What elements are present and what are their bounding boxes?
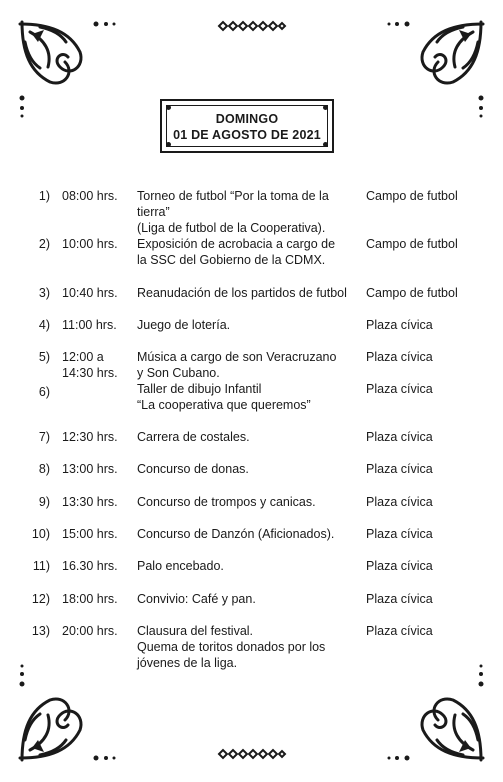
activity-line: Palo encebado.: [137, 559, 224, 573]
item-number: 10): [31, 527, 50, 541]
item-place: Campo de futbol: [366, 237, 458, 251]
day-label: DOMINGO: [215, 112, 279, 126]
item-time: 11:00 hrs.: [62, 318, 117, 332]
date-header-box: [160, 99, 334, 153]
item-activity: [137, 236, 362, 268]
activity-line: Convivio: Café y pan.: [137, 592, 256, 606]
item-activity: [137, 317, 362, 333]
activity-line: Concurso de trompos y canicas.: [137, 495, 316, 509]
activity-line: y Son Cubano.: [137, 366, 220, 380]
item-place: Plaza cívica: [366, 318, 433, 332]
item-place: Plaza cívica: [366, 430, 433, 444]
item-activity: [137, 494, 362, 510]
item-place: Plaza cívica: [366, 382, 433, 396]
item-number: 1): [38, 189, 50, 203]
item-time: 12:30 hrs.: [62, 430, 118, 444]
activity-line: Taller de dibujo Infantil: [137, 382, 262, 396]
item-activity: [137, 591, 362, 607]
item-place: Campo de futbol: [366, 189, 458, 203]
item-time: 18:00 hrs.: [62, 592, 118, 606]
activity-line: Torneo de futbol “Por la toma de la tierra”: [137, 189, 329, 219]
item-activity: [137, 188, 362, 236]
activity-line: Exposición de acrobacia a cargo de: [137, 237, 336, 251]
item-number: 12): [31, 592, 50, 606]
item-number: 4): [38, 318, 50, 332]
item-time: 16.30 hrs.: [62, 559, 118, 573]
item-number: 6): [38, 385, 50, 399]
activity-line: Concurso de donas.: [137, 462, 249, 476]
activity-line: jóvenes de la liga.: [137, 656, 238, 670]
item-activity: [137, 623, 362, 671]
item-place: Plaza cívica: [366, 350, 433, 364]
activity-line: la SSC del Gobierno de la CDMX.: [137, 253, 326, 267]
item-place: Plaza cívica: [366, 624, 433, 638]
item-number: 11): [32, 559, 50, 573]
item-number: 8): [38, 462, 50, 476]
item-time: 10:40 hrs.: [62, 286, 118, 300]
item-number: 2): [38, 237, 50, 251]
item-time: 10:00 hrs.: [62, 237, 118, 251]
item-number: 5): [38, 350, 50, 364]
item-place: Plaza cívica: [366, 592, 433, 606]
item-activity: [137, 461, 362, 477]
item-activity: [137, 558, 362, 574]
activity-line: “La cooperativa que queremos”: [137, 398, 311, 412]
item-time: 13:30 hrs.: [62, 495, 118, 509]
date-label: 01 DE AGOSTO DE 2021: [173, 128, 321, 142]
activity-line: (Liga de futbol de la Cooperativa).: [137, 221, 326, 235]
item-activity: [137, 526, 362, 542]
item-place: Plaza cívica: [366, 462, 433, 476]
ornament-corner-icon: [10, 12, 120, 122]
item-time: 12:00 a: [62, 350, 104, 364]
item-place: Campo de futbol: [366, 286, 458, 300]
item-activity: [137, 381, 362, 413]
activity-line: Música a cargo de son Veracruzano: [137, 350, 337, 364]
item-number: 13): [31, 624, 50, 638]
item-number: 9): [38, 495, 50, 509]
activity-line: Juego de lotería.: [137, 318, 231, 332]
ornament-corner-icon: [383, 660, 493, 770]
activity-line: Carrera de costales.: [137, 430, 250, 444]
item-place: Plaza cívica: [366, 559, 433, 573]
activity-line: Reanudación de los partidos de futbol: [137, 286, 347, 300]
ornament-chain-icon: [217, 20, 287, 32]
item-activity: [137, 349, 362, 381]
item-activity: [137, 285, 362, 301]
ornament-corner-icon: [10, 660, 120, 770]
item-time: 08:00 hrs.: [62, 189, 118, 203]
item-time: 20:00 hrs.: [62, 624, 118, 638]
ornament-corner-icon: [383, 12, 493, 122]
activity-line: Quema de toritos donados por los: [137, 640, 326, 654]
item-time: 13:00 hrs.: [62, 462, 118, 476]
item-number: 3): [38, 286, 50, 300]
item-number: 7): [38, 430, 50, 444]
item-time-end: 14:30 hrs.: [62, 366, 118, 380]
item-time: 15:00 hrs.: [62, 527, 118, 541]
item-activity: [137, 429, 362, 445]
item-place: Plaza cívica: [366, 527, 433, 541]
ornament-chain-icon: [217, 748, 287, 760]
item-place: Plaza cívica: [366, 495, 433, 509]
activity-line: Clausura del festival.: [137, 624, 254, 638]
activity-line: Concurso de Danzón (Aficionados).: [137, 527, 335, 541]
